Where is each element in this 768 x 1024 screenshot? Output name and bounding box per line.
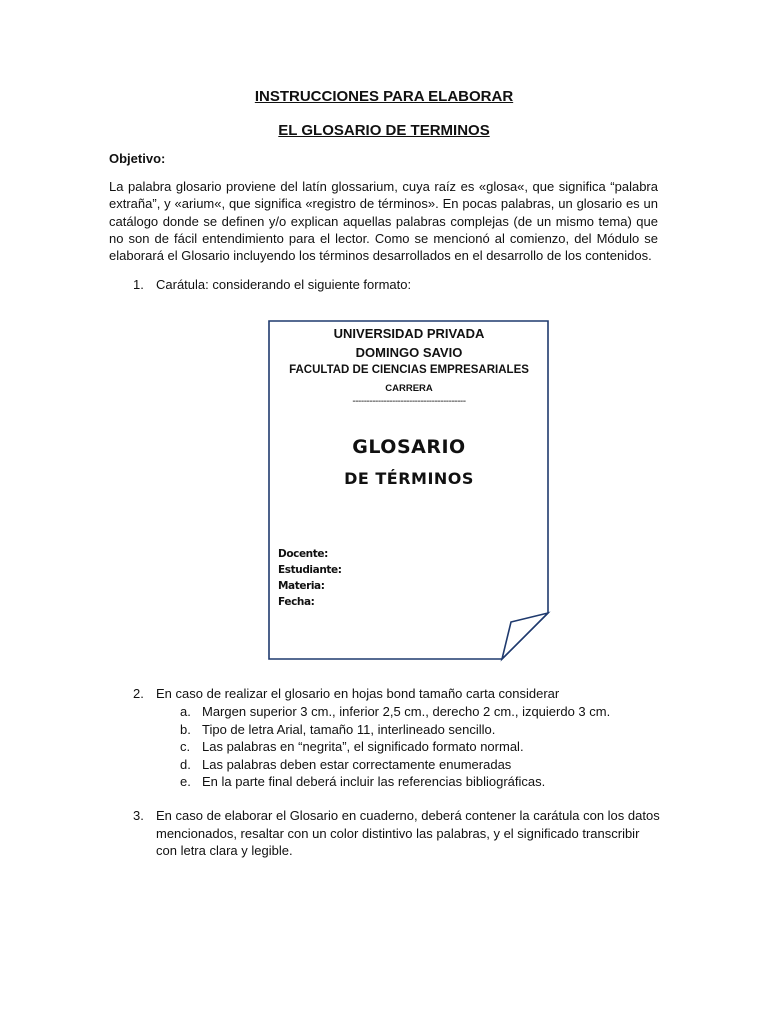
- intro-paragraph: La palabra glosario proviene del latín glossarium, cuya raíz es «glosa«, que significa “palabra extraña”, y «arium«, que significa «registro de términos». En pocas palabras, un glosario es un catálogo donde se definen y/o explican aquellas palabras complejas (de un mismo tema) que no son de fácil entendimiento para el lector. Como se mencionó al comienzo, del Módulo se elaborará el Glosario incluyendo los términos desarrollados en el desarrollo de los contenidos.: [109, 179, 658, 264]
- list-item: [180, 721, 610, 739]
- cover-university-line1: UNIVERSIDAD PRIVADA: [333, 326, 485, 341]
- item-3-text: [156, 807, 676, 860]
- sub-item-letter: b.: [180, 721, 191, 737]
- cover-faculty: FACULTAD DE CIENCIAS EMPRESARIALES: [289, 364, 529, 376]
- item-3-number: 3.: [133, 808, 144, 823]
- cover-university-line2: DOMINGO SAVIO: [355, 345, 463, 360]
- list-item: [180, 703, 610, 721]
- item-2-number: 2.: [133, 686, 144, 701]
- objective-label: Objetivo:: [109, 151, 166, 166]
- list-item: [180, 738, 610, 756]
- title-line-1: INSTRUCCIONES PARA ELABORAR: [254, 88, 514, 105]
- sub-item-text: Las palabras deben estar correctamente enumeradas: [202, 756, 512, 772]
- cover-separator: ----------------------------------------: [352, 396, 466, 407]
- item-3-line-1: En caso de elaborar el Glosario en cuaderno, deberá contener la carátula con los datos: [156, 808, 660, 823]
- item-2-sub-list: [180, 703, 610, 791]
- sub-item-text: En la parte final deberá incluir las referencias bibliográficas.: [202, 774, 546, 789]
- cover-field-docente: Docente:: [278, 548, 328, 560]
- item-2-text: En caso de realizar el glosario en hojas bond tamaño carta considerar: [156, 686, 560, 701]
- item-3-line-2: mencionados, resaltar con un color distintivo las palabras, y el significado transcribir: [156, 825, 640, 841]
- cover-career: CARRERA: [385, 383, 433, 394]
- list-item: [180, 773, 610, 791]
- list-item: [180, 756, 610, 774]
- cover-heading-line1: GLOSARIO: [352, 436, 466, 458]
- item-1-text: Carátula: considerando el siguiente formato:: [156, 277, 412, 292]
- item-3-line-3: con letra clara y legible.: [156, 843, 293, 858]
- sub-item-letter: a.: [180, 704, 191, 719]
- sub-item-text: Margen superior 3 cm., inferior 2,5 cm., derecho 2 cm., izquierdo 3 cm.: [202, 704, 611, 719]
- sub-item-text: Las palabras en “negrita”, el significado formato normal.: [202, 739, 524, 754]
- cover-field-estudiante: Estudiante:: [278, 564, 342, 576]
- sub-item-letter: c.: [180, 739, 191, 754]
- item-1-number: 1.: [133, 277, 144, 292]
- sub-item-text: Tipo de letra Arial, tamaño 11, interlineado sencillo.: [202, 721, 496, 737]
- cover-field-materia: Materia:: [278, 580, 325, 592]
- title-line-2: EL GLOSARIO DE TERMINOS: [278, 122, 490, 139]
- sub-item-letter: d.: [180, 756, 191, 772]
- cover-field-fecha: Fecha:: [278, 596, 315, 608]
- sub-item-letter: e.: [180, 774, 191, 789]
- cover-heading-line2: DE TÉRMINOS: [344, 469, 474, 488]
